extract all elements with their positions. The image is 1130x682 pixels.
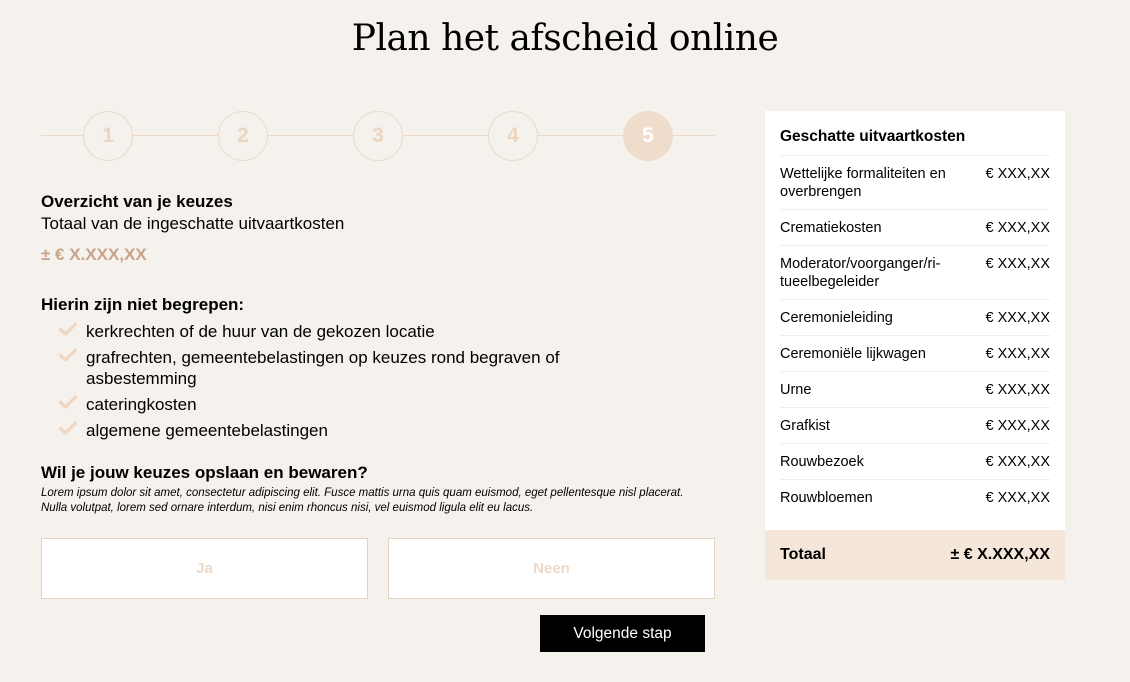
cost-label: Crematiekosten: [780, 220, 882, 236]
progress-stepper: [41, 111, 715, 161]
save-choice-group: [41, 538, 715, 599]
cost-value: € XXX,XX: [985, 220, 1050, 236]
cost-row: [780, 300, 1050, 336]
save-heading: Wil je jouw keuzes opslaan en bewaren?: [41, 463, 368, 482]
overview-heading: Overzicht van je keuzes: [41, 192, 233, 211]
next-step-button[interactable]: Volgende stap: [540, 615, 705, 652]
check-icon: [41, 321, 86, 336]
cost-label: Grafkist: [780, 418, 830, 434]
exclusion-text: algemene gemeentebelastingen: [86, 421, 328, 440]
cost-value: € XXX,XX: [985, 256, 1050, 272]
exclusion-text: kerkrechten of de huur van de gekozen locatie: [86, 322, 435, 341]
estimated-total-price: ± € X.XXX,XX: [41, 245, 147, 264]
cost-value: € XXX,XX: [985, 454, 1050, 470]
overview-subheading: Totaal van de ingeschatte uitvaartkosten: [41, 214, 345, 233]
cost-total-label: Totaal: [780, 546, 826, 563]
step-1[interactable]: 1: [83, 111, 133, 161]
no-option-button[interactable]: Neen: [388, 538, 715, 599]
check-icon: [41, 420, 86, 435]
list-item: [41, 321, 715, 342]
cost-summary-title: Geschatte uitvaartkosten: [780, 128, 1050, 156]
cost-summary-panel: [765, 111, 1065, 580]
exclusion-text: cateringkosten: [86, 395, 197, 414]
cost-label: Ceremoniële lijkwagen: [780, 346, 926, 362]
cost-value: € XXX,XX: [985, 310, 1050, 326]
cost-value: € XXX,XX: [985, 490, 1050, 506]
overview-section: [41, 192, 715, 599]
exclusions-heading: Hierin zijn niet begrepen:: [41, 295, 245, 314]
cost-row: [780, 336, 1050, 372]
step-2[interactable]: 2: [218, 111, 268, 161]
cost-row: [780, 210, 1050, 246]
exclusion-text: grafrechten, gemeentebelastingen op keuzes rond begraven of asbestemming: [86, 348, 560, 388]
check-icon: [41, 347, 86, 362]
save-description: Lorem ipsum dolor sit amet, consectetur adipiscing elit. Fusce mattis urna quis quam euismod, eget pellentesque nisl placerat. Nulla volutpat, lorem sed ornare interdum, nisi enim rhoncus nisi, vel euismod ligula elit eu lacus.: [41, 487, 684, 514]
cost-row: [780, 408, 1050, 444]
list-item: [41, 420, 715, 441]
cost-label: Wettelijke formaliteiten en overbrengen: [780, 166, 946, 200]
cost-label: Ceremonieleiding: [780, 310, 893, 326]
cost-value: € XXX,XX: [985, 166, 1050, 182]
yes-option-button[interactable]: Ja: [41, 538, 368, 599]
step-3[interactable]: 3: [353, 111, 403, 161]
cost-row: [780, 444, 1050, 480]
check-icon: [41, 394, 86, 409]
cost-label: Rouwbloemen: [780, 490, 873, 506]
exclusions-list: [41, 321, 715, 441]
cost-row: [780, 246, 1050, 300]
list-item: [41, 347, 715, 389]
cost-total-row: [765, 530, 1065, 580]
cost-row: [780, 372, 1050, 408]
cost-total-value: ± € X.XXX,XX: [950, 546, 1050, 563]
cost-value: € XXX,XX: [985, 382, 1050, 398]
step-4[interactable]: 4: [488, 111, 538, 161]
cost-value: € XXX,XX: [985, 418, 1050, 434]
cost-row: [780, 156, 1050, 210]
cost-value: € XXX,XX: [985, 346, 1050, 362]
cost-summary-body: [765, 111, 1065, 530]
page-title: Plan het afscheid online: [351, 18, 779, 59]
cost-label: Urne: [780, 382, 812, 398]
list-item: [41, 394, 715, 415]
cost-label: Moderator/voorganger/ri-tueelbegeleider: [780, 256, 941, 290]
cost-label: Rouwbezoek: [780, 454, 864, 470]
cost-row: [780, 480, 1050, 515]
step-5-active[interactable]: 5: [623, 111, 673, 161]
